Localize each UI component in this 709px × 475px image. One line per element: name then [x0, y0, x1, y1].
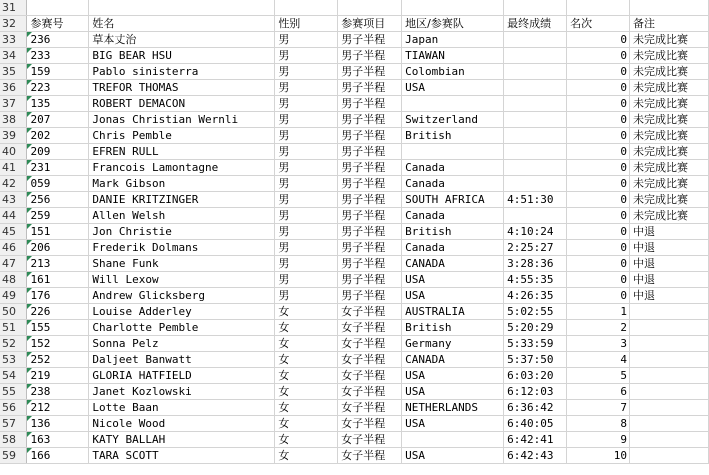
- cell[interactable]: [504, 0, 567, 16]
- row-number[interactable]: 49: [0, 288, 27, 304]
- cell-bib[interactable]: 259: [27, 208, 89, 224]
- cell-time[interactable]: [504, 160, 567, 176]
- cell-name[interactable]: GLORIA HATFIELD: [89, 368, 275, 384]
- cell-note[interactable]: 未完成比赛: [630, 64, 709, 80]
- cell-gender[interactable]: 男: [275, 160, 338, 176]
- cell-gender[interactable]: 女: [275, 448, 338, 464]
- row-number[interactable]: 40: [0, 144, 27, 160]
- table-row: [0, 256, 709, 272]
- row-number[interactable]: 33: [0, 32, 27, 48]
- cell-team[interactable]: British: [402, 128, 504, 144]
- cell-note[interactable]: 未完成比赛: [630, 96, 709, 112]
- cell-rank[interactable]: 0: [567, 32, 630, 48]
- cell-note[interactable]: 未完成比赛: [630, 80, 709, 96]
- cell-time[interactable]: [504, 80, 567, 96]
- table-row: [0, 368, 709, 384]
- cell-time[interactable]: [504, 208, 567, 224]
- cell-rank[interactable]: 0: [567, 112, 630, 128]
- cell-event[interactable]: 女子半程: [338, 352, 402, 368]
- cell-bib[interactable]: 209: [27, 144, 89, 160]
- cell-bib[interactable]: 059: [27, 176, 89, 192]
- row-number[interactable]: 42: [0, 176, 27, 192]
- cell-bib[interactable]: 238: [27, 384, 89, 400]
- cell-gender[interactable]: 男: [275, 272, 338, 288]
- cell-time[interactable]: 6:03:20: [504, 368, 567, 384]
- cell-event[interactable]: 女子半程: [338, 368, 402, 384]
- cell-gender[interactable]: 女: [275, 416, 338, 432]
- row-number[interactable]: 54: [0, 368, 27, 384]
- row-number[interactable]: 39: [0, 128, 27, 144]
- table-row: [0, 448, 709, 464]
- cell-note[interactable]: 未完成比赛: [630, 144, 709, 160]
- table-row: [0, 240, 709, 256]
- cell-gender[interactable]: 男: [275, 128, 338, 144]
- cell-name[interactable]: DANIE KRITZINGER: [89, 192, 275, 208]
- cell-team[interactable]: USA: [402, 272, 504, 288]
- table-row: [0, 32, 709, 48]
- cell-time[interactable]: [504, 112, 567, 128]
- table-row: [0, 176, 709, 192]
- table-row: [0, 112, 709, 128]
- cell-bib[interactable]: 159: [27, 64, 89, 80]
- cell-bib[interactable]: 207: [27, 112, 89, 128]
- cell-bib[interactable]: 236: [27, 32, 89, 48]
- cell-name[interactable]: Allen Welsh: [89, 208, 275, 224]
- cell-rank[interactable]: 0: [567, 192, 630, 208]
- header-cell-note[interactable]: 备注: [630, 16, 709, 32]
- cell-gender[interactable]: 男: [275, 32, 338, 48]
- cell-event[interactable]: 男子半程: [338, 32, 402, 48]
- row-number[interactable]: 58: [0, 432, 27, 448]
- cell-bib[interactable]: 202: [27, 128, 89, 144]
- cell-event[interactable]: 女子半程: [338, 384, 402, 400]
- table-row: [0, 336, 709, 352]
- cell-gender[interactable]: 男: [275, 288, 338, 304]
- table-row: [0, 192, 709, 208]
- cell-note[interactable]: [630, 432, 709, 448]
- table-row: [0, 80, 709, 96]
- cell-gender[interactable]: 男: [275, 112, 338, 128]
- cell-team[interactable]: USA: [402, 80, 504, 96]
- cell-team[interactable]: Canada: [402, 240, 504, 256]
- cell-name[interactable]: Chris Pemble: [89, 128, 275, 144]
- row-number[interactable]: 45: [0, 224, 27, 240]
- cell-bib[interactable]: 226: [27, 304, 89, 320]
- cell-event[interactable]: 男子半程: [338, 160, 402, 176]
- cell-team[interactable]: British: [402, 320, 504, 336]
- cell-gender[interactable]: 男: [275, 96, 338, 112]
- cell-event[interactable]: 男子半程: [338, 272, 402, 288]
- cell-rank[interactable]: 5: [567, 368, 630, 384]
- cell-time[interactable]: [504, 144, 567, 160]
- cell-team[interactable]: AUSTRALIA: [402, 304, 504, 320]
- cell-rank[interactable]: 3: [567, 336, 630, 352]
- row-number[interactable]: 36: [0, 80, 27, 96]
- cell-time[interactable]: 5:37:50: [504, 352, 567, 368]
- header-cell-event[interactable]: 参赛项目: [338, 16, 402, 32]
- cell-team[interactable]: USA: [402, 288, 504, 304]
- cell-name[interactable]: Francois Lamontagne: [89, 160, 275, 176]
- cell-rank[interactable]: 7: [567, 400, 630, 416]
- cell-team[interactable]: NETHERLANDS: [402, 400, 504, 416]
- cell-rank[interactable]: 0: [567, 176, 630, 192]
- cell-team[interactable]: USA: [402, 416, 504, 432]
- cell-name[interactable]: Will Lexow: [89, 272, 275, 288]
- cell-name[interactable]: Janet Kozlowski: [89, 384, 275, 400]
- cell-bib[interactable]: 166: [27, 448, 89, 464]
- cell-note[interactable]: 未完成比赛: [630, 128, 709, 144]
- table-row: [0, 304, 709, 320]
- cell-name[interactable]: Charlotte Pemble: [89, 320, 275, 336]
- cell-bib[interactable]: 219: [27, 368, 89, 384]
- cell-name[interactable]: TREFOR THOMAS: [89, 80, 275, 96]
- cell-bib[interactable]: 152: [27, 336, 89, 352]
- cell-note[interactable]: 未完成比赛: [630, 32, 709, 48]
- cell[interactable]: [275, 0, 338, 16]
- cell-rank[interactable]: 6: [567, 384, 630, 400]
- cell-gender[interactable]: 男: [275, 240, 338, 256]
- cell-rank[interactable]: 0: [567, 128, 630, 144]
- cell-gender[interactable]: 男: [275, 48, 338, 64]
- cell-rank[interactable]: 0: [567, 80, 630, 96]
- cell-name[interactable]: Louise Adderley: [89, 304, 275, 320]
- table-row: [0, 432, 709, 448]
- cell-note[interactable]: 未完成比赛: [630, 192, 709, 208]
- header-cell-team[interactable]: 地区/参赛队: [402, 16, 504, 32]
- cell-event[interactable]: 男子半程: [338, 176, 402, 192]
- row-number[interactable]: 59: [0, 448, 27, 464]
- cell-gender[interactable]: 女: [275, 336, 338, 352]
- cell-bib[interactable]: 223: [27, 80, 89, 96]
- cell-gender[interactable]: 女: [275, 368, 338, 384]
- cell-rank[interactable]: 0: [567, 96, 630, 112]
- cell-team[interactable]: CANADA: [402, 256, 504, 272]
- cell-time[interactable]: 6:36:42: [504, 400, 567, 416]
- cell-name[interactable]: Pablo sinisterra: [89, 64, 275, 80]
- cell-name[interactable]: EFREN RULL: [89, 144, 275, 160]
- cell-time[interactable]: 6:42:41: [504, 432, 567, 448]
- table-row: [0, 64, 709, 80]
- table-row: [0, 48, 709, 64]
- cell-rank[interactable]: 0: [567, 208, 630, 224]
- cell-bib[interactable]: 161: [27, 272, 89, 288]
- cell-bib[interactable]: 256: [27, 192, 89, 208]
- cell-note[interactable]: 中退: [630, 240, 709, 256]
- cell-time[interactable]: 4:10:24: [504, 224, 567, 240]
- table-row: [0, 384, 709, 400]
- cell-team[interactable]: USA: [402, 448, 504, 464]
- cell-event[interactable]: 女子半程: [338, 400, 402, 416]
- cell-gender[interactable]: 男: [275, 80, 338, 96]
- cell-time[interactable]: 4:51:30: [504, 192, 567, 208]
- row-number[interactable]: 41: [0, 160, 27, 176]
- row-number[interactable]: 43: [0, 192, 27, 208]
- cell[interactable]: [567, 0, 630, 16]
- row-number[interactable]: 51: [0, 320, 27, 336]
- cell-rank[interactable]: 8: [567, 416, 630, 432]
- cell-team[interactable]: CANADA: [402, 352, 504, 368]
- cell-event[interactable]: 女子半程: [338, 448, 402, 464]
- cell-note[interactable]: [630, 368, 709, 384]
- cell-note[interactable]: [630, 336, 709, 352]
- cell-team[interactable]: Canada: [402, 176, 504, 192]
- cell-gender[interactable]: 男: [275, 224, 338, 240]
- table-row: [0, 224, 709, 240]
- cell-name[interactable]: Shane Funk: [89, 256, 275, 272]
- cell-gender[interactable]: 男: [275, 192, 338, 208]
- cell-team[interactable]: Germany: [402, 336, 504, 352]
- cell-time[interactable]: 4:55:35: [504, 272, 567, 288]
- cell-note[interactable]: 中退: [630, 256, 709, 272]
- cell-bib[interactable]: 163: [27, 432, 89, 448]
- cell-note[interactable]: [630, 320, 709, 336]
- header-cell-rank[interactable]: 名次: [567, 16, 630, 32]
- cell-team[interactable]: USA: [402, 368, 504, 384]
- cell-team[interactable]: SOUTH AFRICA: [402, 192, 504, 208]
- row-number[interactable]: 37: [0, 96, 27, 112]
- table-row: [0, 128, 709, 144]
- cell-team[interactable]: USA: [402, 384, 504, 400]
- cell-gender[interactable]: 男: [275, 208, 338, 224]
- cell-gender[interactable]: 女: [275, 304, 338, 320]
- cell-event[interactable]: 男子半程: [338, 112, 402, 128]
- cell-time[interactable]: 6:42:43: [504, 448, 567, 464]
- cell-rank[interactable]: 0: [567, 160, 630, 176]
- cell-note[interactable]: 未完成比赛: [630, 48, 709, 64]
- cell[interactable]: [89, 0, 275, 16]
- cell-bib[interactable]: 231: [27, 160, 89, 176]
- cell-event[interactable]: 男子半程: [338, 288, 402, 304]
- cell-name[interactable]: BIG BEAR HSU: [89, 48, 275, 64]
- cell-gender[interactable]: 女: [275, 384, 338, 400]
- sheet-row-empty: [0, 0, 709, 16]
- cell-team[interactable]: [402, 432, 504, 448]
- cell-rank[interactable]: 9: [567, 432, 630, 448]
- cell-bib[interactable]: 136: [27, 416, 89, 432]
- cell-name[interactable]: Jonas Christian Wernli: [89, 112, 275, 128]
- cell-time[interactable]: 6:40:05: [504, 416, 567, 432]
- table-row: [0, 320, 709, 336]
- cell-bib[interactable]: 252: [27, 352, 89, 368]
- cell-event[interactable]: 男子半程: [338, 208, 402, 224]
- cell-rank[interactable]: 0: [567, 240, 630, 256]
- cell-time[interactable]: 5:02:55: [504, 304, 567, 320]
- cell-event[interactable]: 男子半程: [338, 144, 402, 160]
- cell[interactable]: [27, 0, 89, 16]
- cell[interactable]: [402, 0, 504, 16]
- table-row: [0, 272, 709, 288]
- cell-bib[interactable]: 206: [27, 240, 89, 256]
- cell-team[interactable]: [402, 96, 504, 112]
- cell-time[interactable]: 6:12:03: [504, 384, 567, 400]
- cell-team[interactable]: Canada: [402, 160, 504, 176]
- cell-bib[interactable]: 135: [27, 96, 89, 112]
- cell-name[interactable]: Mark Gibson: [89, 176, 275, 192]
- cell-note[interactable]: [630, 384, 709, 400]
- cell-note[interactable]: 未完成比赛: [630, 208, 709, 224]
- cell[interactable]: [630, 0, 709, 16]
- cell-time[interactable]: [504, 128, 567, 144]
- row-number[interactable]: 56: [0, 400, 27, 416]
- header-row: [0, 16, 709, 32]
- cell-rank[interactable]: 0: [567, 144, 630, 160]
- cell-rank[interactable]: 10: [567, 448, 630, 464]
- row-number[interactable]: 57: [0, 416, 27, 432]
- cell-time[interactable]: 5:20:29: [504, 320, 567, 336]
- cell-event[interactable]: 女子半程: [338, 320, 402, 336]
- cell-name[interactable]: Frederik Dolmans: [89, 240, 275, 256]
- cell-team[interactable]: TIAWAN: [402, 48, 504, 64]
- cell-bib[interactable]: 213: [27, 256, 89, 272]
- cell-note[interactable]: 中退: [630, 288, 709, 304]
- cell-team[interactable]: British: [402, 224, 504, 240]
- cell-event[interactable]: 男子半程: [338, 80, 402, 96]
- cell-rank[interactable]: 4: [567, 352, 630, 368]
- cell-gender[interactable]: 女: [275, 320, 338, 336]
- cell-name[interactable]: Nicole Wood: [89, 416, 275, 432]
- table-row: [0, 416, 709, 432]
- cell-bib[interactable]: 155: [27, 320, 89, 336]
- cell-rank[interactable]: 1: [567, 304, 630, 320]
- cell[interactable]: [338, 0, 402, 16]
- row-number[interactable]: 47: [0, 256, 27, 272]
- cell-event[interactable]: 男子半程: [338, 240, 402, 256]
- cell-name[interactable]: TARA SCOTT: [89, 448, 275, 464]
- cell-rank[interactable]: 0: [567, 224, 630, 240]
- row-number[interactable]: 48: [0, 272, 27, 288]
- row-number[interactable]: 55: [0, 384, 27, 400]
- cell-name[interactable]: Jon Christie: [89, 224, 275, 240]
- cell-event[interactable]: 男子半程: [338, 128, 402, 144]
- cell-name[interactable]: Daljeet Banwatt: [89, 352, 275, 368]
- cell-event[interactable]: 女子半程: [338, 416, 402, 432]
- cell-gender[interactable]: 男: [275, 176, 338, 192]
- cell-bib[interactable]: 212: [27, 400, 89, 416]
- cell-team[interactable]: Colombian: [402, 64, 504, 80]
- cell-time[interactable]: 4:26:35: [504, 288, 567, 304]
- cell-bib[interactable]: 176: [27, 288, 89, 304]
- cell-event[interactable]: 男子半程: [338, 64, 402, 80]
- row-number[interactable]: 31: [0, 0, 27, 16]
- cell-name[interactable]: Andrew Glicksberg: [89, 288, 275, 304]
- cell-name[interactable]: KATY BALLAH: [89, 432, 275, 448]
- header-cell-gender[interactable]: 性别: [275, 16, 338, 32]
- cell-event[interactable]: 女子半程: [338, 432, 402, 448]
- cell-event[interactable]: 男子半程: [338, 192, 402, 208]
- cell-note[interactable]: 未完成比赛: [630, 176, 709, 192]
- cell-rank[interactable]: 0: [567, 272, 630, 288]
- cell-note[interactable]: 中退: [630, 224, 709, 240]
- table-row: [0, 144, 709, 160]
- row-number[interactable]: 35: [0, 64, 27, 80]
- cell-event[interactable]: 女子半程: [338, 304, 402, 320]
- cell-time[interactable]: 5:33:59: [504, 336, 567, 352]
- cell-gender[interactable]: 男: [275, 144, 338, 160]
- cell-note[interactable]: [630, 304, 709, 320]
- table-row: [0, 352, 709, 368]
- cell-note[interactable]: 未完成比赛: [630, 112, 709, 128]
- table-row: [0, 400, 709, 416]
- cell-rank[interactable]: 0: [567, 48, 630, 64]
- cell-time[interactable]: [504, 64, 567, 80]
- header-cell-bib[interactable]: 参赛号: [27, 16, 89, 32]
- row-number[interactable]: 46: [0, 240, 27, 256]
- cell-team[interactable]: [402, 144, 504, 160]
- cell-note[interactable]: [630, 352, 709, 368]
- cell-note[interactable]: [630, 400, 709, 416]
- cell-gender[interactable]: 女: [275, 352, 338, 368]
- row-number[interactable]: 38: [0, 112, 27, 128]
- cell-team[interactable]: Canada: [402, 208, 504, 224]
- cell-rank[interactable]: 0: [567, 288, 630, 304]
- cell-bib[interactable]: 233: [27, 48, 89, 64]
- row-number[interactable]: 50: [0, 304, 27, 320]
- cell-name[interactable]: ROBERT DEMACON: [89, 96, 275, 112]
- cell-time[interactable]: [504, 48, 567, 64]
- cell-time[interactable]: 3:28:36: [504, 256, 567, 272]
- cell-time[interactable]: 2:25:27: [504, 240, 567, 256]
- cell-note[interactable]: [630, 416, 709, 432]
- cell-event[interactable]: 男子半程: [338, 224, 402, 240]
- cell-event[interactable]: 男子半程: [338, 96, 402, 112]
- table-row: [0, 288, 709, 304]
- cell-name[interactable]: 草本丈治: [89, 32, 275, 48]
- cell-gender[interactable]: 男: [275, 256, 338, 272]
- table-row: [0, 160, 709, 176]
- row-number[interactable]: 34: [0, 48, 27, 64]
- cell-gender[interactable]: 女: [275, 400, 338, 416]
- row-number[interactable]: 53: [0, 352, 27, 368]
- row-number[interactable]: 32: [0, 16, 27, 32]
- cell-event[interactable]: 男子半程: [338, 256, 402, 272]
- cell-team[interactable]: Japan: [402, 32, 504, 48]
- cell-note[interactable]: 中退: [630, 272, 709, 288]
- table-row: [0, 96, 709, 112]
- cell-bib[interactable]: 151: [27, 224, 89, 240]
- cell-rank[interactable]: 0: [567, 64, 630, 80]
- cell-rank[interactable]: 0: [567, 256, 630, 272]
- row-number[interactable]: 52: [0, 336, 27, 352]
- cell-name[interactable]: Sonna Pelz: [89, 336, 275, 352]
- header-cell-name[interactable]: 姓名: [89, 16, 275, 32]
- cell-name[interactable]: Lotte Baan: [89, 400, 275, 416]
- cell-time[interactable]: [504, 176, 567, 192]
- cell-event[interactable]: 女子半程: [338, 336, 402, 352]
- header-cell-time[interactable]: 最终成绩: [504, 16, 567, 32]
- cell-time[interactable]: [504, 32, 567, 48]
- cell-gender[interactable]: 男: [275, 64, 338, 80]
- cell-event[interactable]: 男子半程: [338, 48, 402, 64]
- cell-note[interactable]: 未完成比赛: [630, 160, 709, 176]
- cell-team[interactable]: Switzerland: [402, 112, 504, 128]
- cell-rank[interactable]: 2: [567, 320, 630, 336]
- row-number[interactable]: 44: [0, 208, 27, 224]
- cell-gender[interactable]: 女: [275, 432, 338, 448]
- cell-time[interactable]: [504, 96, 567, 112]
- cell-note[interactable]: [630, 448, 709, 464]
- table-row: [0, 208, 709, 224]
